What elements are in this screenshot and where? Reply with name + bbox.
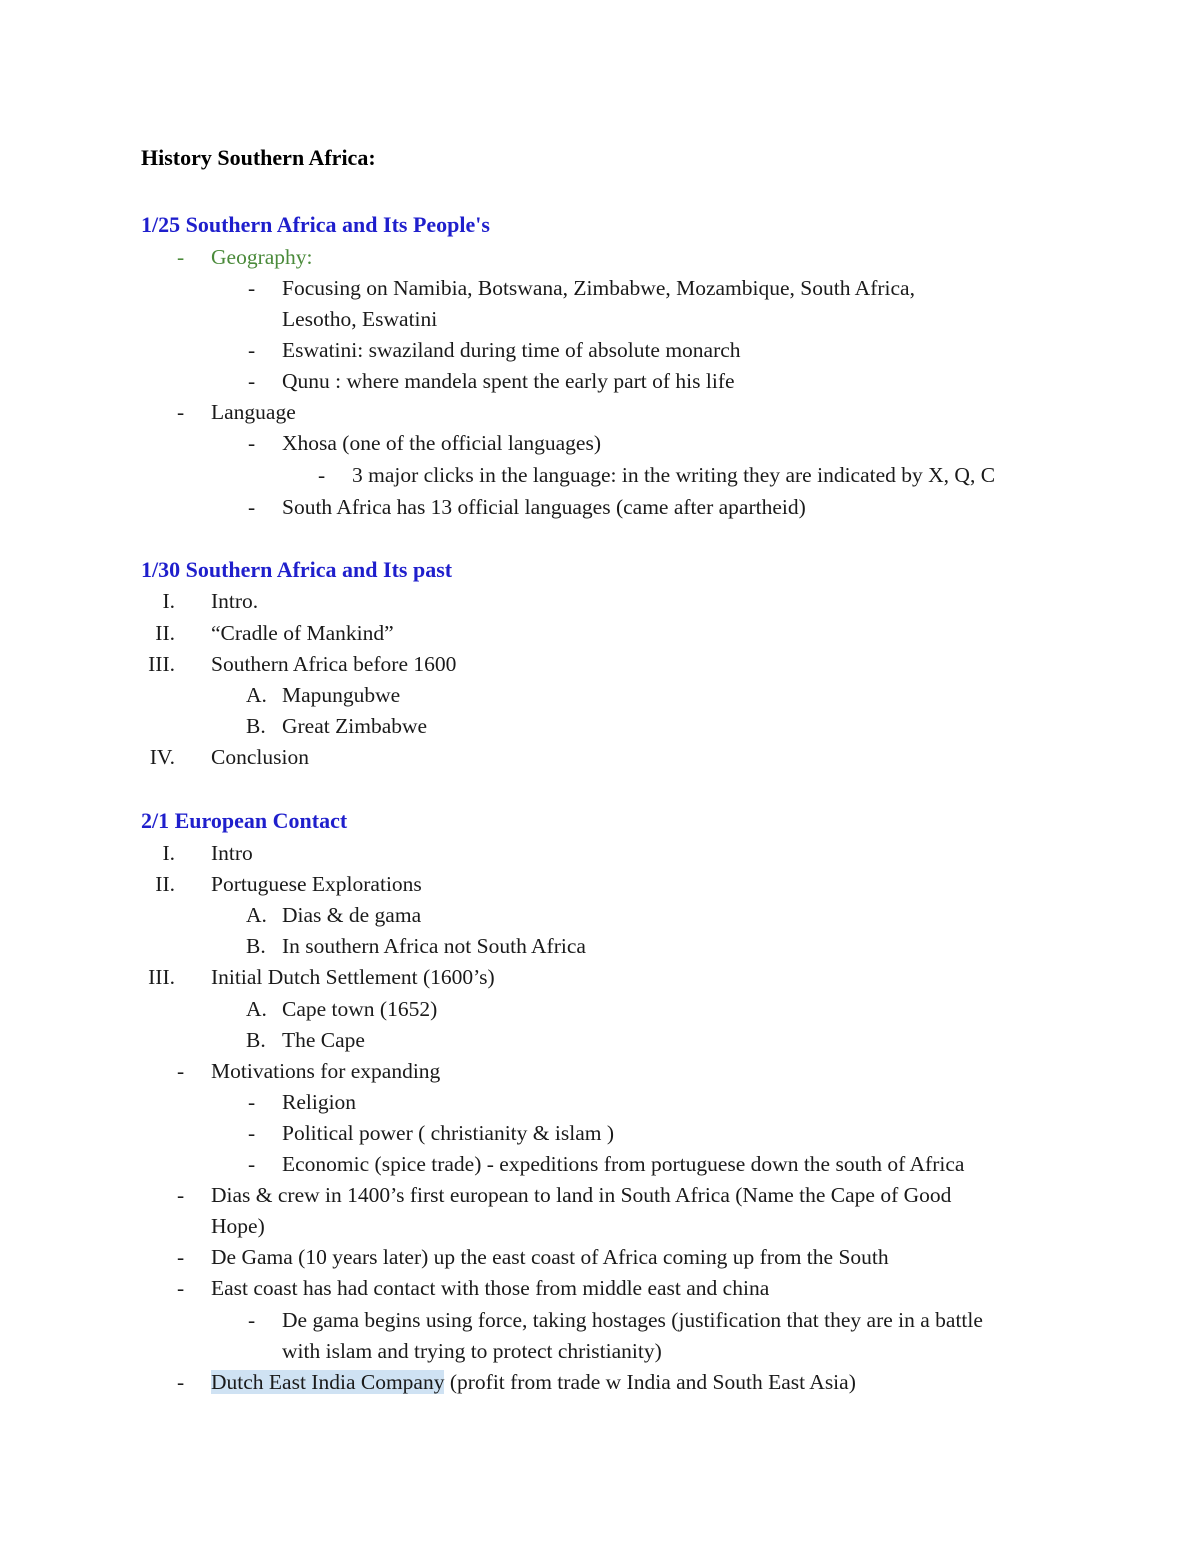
- list-marker: -: [177, 1370, 185, 1394]
- list-item: Dias & de gama: [282, 903, 422, 927]
- list-marker: A.: [246, 683, 267, 707]
- page-title: History Southern Africa:: [141, 145, 376, 170]
- list-item: Intro: [211, 841, 253, 865]
- list-item: Portuguese Explorations: [211, 872, 422, 896]
- list-item: The Cape: [282, 1028, 365, 1052]
- list-item: Initial Dutch Settlement (1600’s): [211, 965, 495, 989]
- list-item: [211, 1368, 856, 1396]
- list-item: De Gama (10 years later) up the east coast of Africa coming up from the South: [211, 1245, 889, 1269]
- list-item: Cape town (1652): [282, 997, 438, 1021]
- list-item: De gama begins using force, taking hostages (justification that they are in a battle: [282, 1308, 983, 1332]
- list-item: Religion: [282, 1090, 357, 1114]
- highlighted-text: Dutch East India Company: [211, 1370, 445, 1394]
- list-item: Eswatini: swaziland during time of absolute monarch: [282, 338, 741, 362]
- list-marker: -: [177, 1059, 185, 1083]
- list-marker: -: [248, 1308, 256, 1332]
- list-marker: -: [248, 431, 256, 455]
- list-item: Motivations for expanding: [211, 1059, 441, 1083]
- list-item: Political power ( christianity & islam ): [282, 1121, 614, 1145]
- list-item: Qunu : where mandela spent the early part of his life: [282, 369, 735, 393]
- list-marker: III.: [148, 652, 175, 676]
- list-marker: -: [177, 1276, 185, 1300]
- list-marker: IV.: [149, 745, 175, 769]
- list-item-continuation: Lesotho, Eswatini: [282, 307, 438, 331]
- list-item-continuation: with islam and trying to protect christianity): [282, 1339, 662, 1363]
- list-marker: -: [248, 1090, 256, 1114]
- list-item: Dias & crew in 1400’s first european to land in South Africa (Name the Cape of Good: [211, 1183, 952, 1207]
- list-marker: B.: [246, 714, 266, 738]
- list-item: Conclusion: [211, 745, 309, 769]
- list-marker: B.: [246, 934, 266, 958]
- list-marker: -: [177, 1183, 185, 1207]
- list-item: Great Zimbabwe: [282, 714, 428, 738]
- list-marker: -: [248, 495, 256, 519]
- list-item: In southern Africa not South Africa: [282, 934, 586, 958]
- section-heading: 1/30 Southern Africa and Its past: [141, 557, 453, 582]
- list-marker: A.: [246, 903, 267, 927]
- list-marker: -: [248, 369, 256, 393]
- list-item: Language: [211, 400, 296, 424]
- list-item: Economic (spice trade) - expeditions from portuguese down the south of Africa: [282, 1152, 965, 1176]
- list-marker: -: [177, 1245, 185, 1269]
- section-heading: 1/25 Southern Africa and Its People's: [141, 212, 490, 237]
- list-item: Geography:: [211, 245, 313, 269]
- list-item: “Cradle of Mankind”: [211, 621, 394, 645]
- list-marker: I.: [162, 841, 175, 865]
- list-marker: -: [248, 1121, 256, 1145]
- section-heading: 2/1 European Contact: [141, 808, 348, 833]
- list-item: Southern Africa before 1600: [211, 652, 457, 676]
- list-marker: -: [177, 400, 185, 424]
- list-marker: -: [318, 463, 326, 487]
- list-item-continuation: Hope): [211, 1214, 265, 1238]
- list-marker: A.: [246, 997, 267, 1021]
- list-marker: -: [177, 245, 185, 269]
- list-item: Xhosa (one of the official languages): [282, 431, 602, 455]
- list-item: Intro.: [211, 589, 259, 613]
- list-marker: II.: [155, 621, 175, 645]
- list-marker: -: [248, 338, 256, 362]
- list-marker: -: [248, 276, 256, 300]
- list-marker: III.: [148, 965, 175, 989]
- list-item: Focusing on Namibia, Botswana, Zimbabwe, Mozambique, South Africa,: [282, 276, 915, 300]
- list-item-text: (profit from trade w India and South East Asia): [449, 1370, 856, 1394]
- list-marker: B.: [246, 1028, 266, 1052]
- list-marker: II.: [155, 872, 175, 896]
- list-item: Mapungubwe: [282, 683, 401, 707]
- list-item: East coast has had contact with those from middle east and china: [211, 1276, 770, 1300]
- list-marker: -: [248, 1152, 256, 1176]
- list-item: 3 major clicks in the language: in the writing they are indicated by X, Q, C: [352, 463, 996, 487]
- list-item: South Africa has 13 official languages (came after apartheid): [282, 495, 806, 519]
- list-marker: I.: [162, 589, 175, 613]
